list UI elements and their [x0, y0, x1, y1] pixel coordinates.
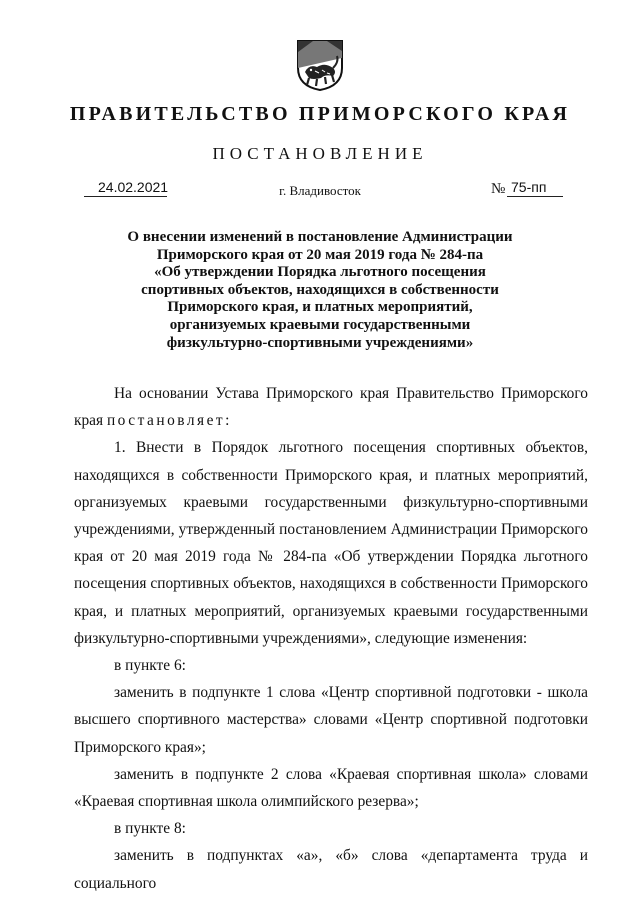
body-paragraph: заменить в подпункте 2 слова «Краевая спортивная школа» словами «Краевая спортивная школа олимпийского резерва»; — [74, 765, 588, 811]
body-paragraph: 1. Внести в Порядок льготного посещения спортивных объектов, находящихся в собственности Приморского края, и платных мероприятий, организуемых краевыми государственными физкультурно-спортивными учреждениями, утвержденный постановлением Администрации Приморского края от 20 мая 2019 года № 284-па «Об утверждении Порядка льготного посещения спортивных объектов, находящихся в собственности Приморского края, и платных мероприятий, организуемых краевыми государственными физкультурно-спортивными учреждениями», следующие изменения: — [74, 439, 588, 647]
document-city: г. Владивосток — [279, 183, 361, 198]
document-type: ПОСТАНОВЛЕНИЕ — [212, 144, 428, 163]
subject-line: Приморского края от 20 мая 2019 года № 284-па — [156, 246, 484, 263]
body-paragraph: в пункте 8: — [114, 820, 186, 838]
government-title: ПРАВИТЕЛЬСТВО ПРИМОРСКОГО КРАЯ — [69, 103, 571, 125]
subject-line: Приморского края, и платных мероприятий, — [167, 299, 473, 316]
document-date: 24.02.2021 — [98, 179, 169, 195]
body-paragraph: заменить в подпункте 1 слова «Центр спортивной подготовки - школа высшего спортивного мастерства» словами «Центр спортивной подготовки Приморского края»; — [74, 684, 588, 756]
subject-line: О внесении изменений в постановление Администрации — [127, 229, 513, 245]
body-paragraph — [74, 380, 588, 434]
number-sign: № — [491, 181, 506, 197]
body-paragraph: в пункте 6: — [114, 657, 186, 675]
subject-line: организуемых краевыми государственными — [169, 316, 471, 333]
coat-of-arms-icon — [295, 38, 345, 92]
document-body — [74, 380, 588, 897]
resolution-keyword: постановляет — [106, 412, 226, 430]
subject-line: «Об утверждении Порядка льготного посещения — [154, 264, 486, 281]
paragraph-text: На основании Устава Приморского края Правительство Приморского края — [74, 385, 588, 430]
paragraph-colon: : — [225, 412, 230, 430]
subject-line: спортивных объектов, находящихся в собственности — [141, 281, 499, 298]
body-paragraph: заменить в подпунктах «а», «б» слова «департамента труда и социального — [74, 847, 588, 892]
document-subject — [100, 229, 540, 352]
number-underline — [507, 196, 563, 197]
document-number: 75-пп — [511, 179, 547, 195]
subject-line: физкультурно-спортивными учреждениями» — [166, 334, 474, 351]
